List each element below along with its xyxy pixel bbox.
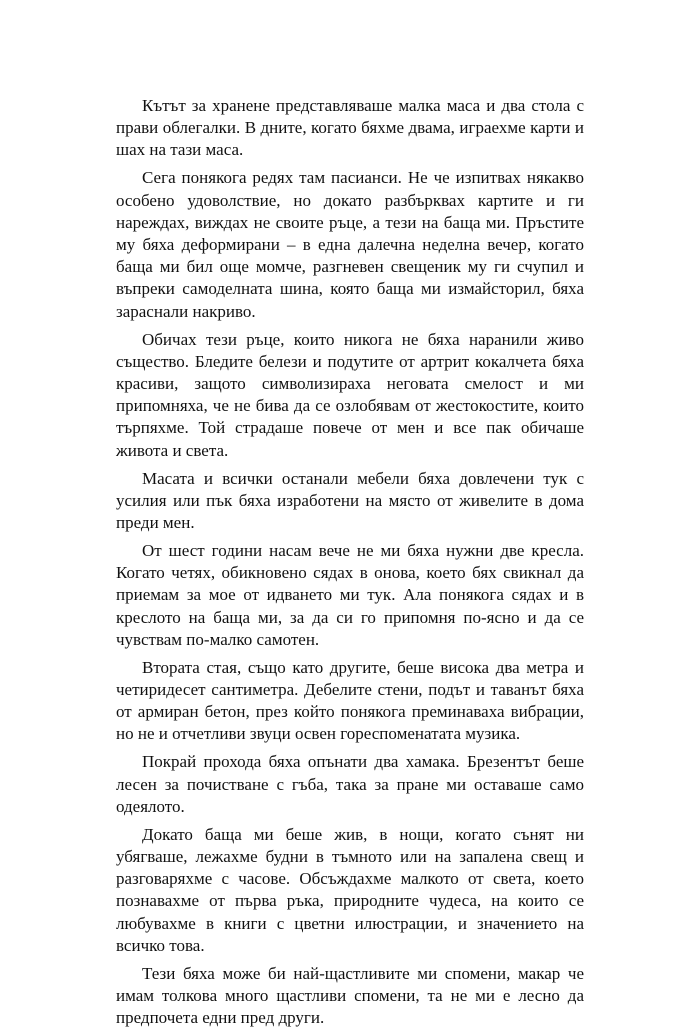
paragraph-7: Покрай прохода бяха опънати два хамака. Брезентът беше лесен за почистване с гъба, така за пране ми оставаше само одеялото.: [116, 752, 584, 816]
paragraph-9: Тези бяха може би най-щастливите ми спомени, макар че имам толкова много щастливи спомени, та не ми е лесно да предпочета едни пред други.: [116, 963, 584, 1028]
paragraph-8: Докато баща ми беше жив, в нощи, когато сънят ни убягваше, лежахме будни в тъмното или на запалена свещ и разговаряхме с часове. Обсъждахме малкото от света, което познавахме от първа ръка, природните чудеса, на които се любувахме в книги с цветни илюстрации, и значението на всичко това.: [116, 824, 584, 955]
paragraph-1: Кътът за хранене представляваше малка маса и два стола с прави облегалки. В дните, когато бяхме двама, играехме карти и шах на тази маса.: [116, 96, 584, 160]
paragraph-2: Сега понякога редях там пасианси. Не че изпитвах някакво особено удоволствие, но докато разбърквах картите и ги нареждах, виждах не своите ръце, а тези на баща ми. Пръстите му бяха деформирани – в една далечна неделна вечер, когато баща ми бил още момче, разгневен свещеник му ги счупил и въпреки самоделната шина, която баща ми измайсторил, бяха зараснали накриво.: [116, 168, 584, 321]
paragraph-5: От шест години насам вече не ми бяха нужни две кресла. Когато четях, обикновено сядах в онова, което бях свикнал да приемам за мое от идването ми тук. Ала понякога сядах и в креслото на баща ми, за да си го припомня по-ясно и да се чувствам по-малко самотен.: [116, 541, 584, 649]
paragraph-6: Втората стая, също като другите, беше висока два метра и четиридесет сантиметра. Дебелите стени, подът и таванът бяха от армиран бетон, през който понякога преминаваха вибрации, но не и отчетливи звуци освен гореспоменатата музика.: [116, 657, 584, 744]
paragraph-4: Масата и всички останали мебели бяха довлечени тук с усилия или пък бяха изработени на място от живелите в дома преди мен.: [116, 468, 584, 533]
paragraph-3: Обичах тези ръце, които никога не бяха наранили живо същество. Бледите белези и подутите от артрит кокалчета бяха красиви, защото символизираха неговата смелост и ми припомняха, че не бива да се озлобявам от жестокостите, които търпяхме. Той страдаше повече от мен и все пак обичаше живота и света.: [116, 329, 584, 460]
page-text-body: [116, 95, 584, 1035]
